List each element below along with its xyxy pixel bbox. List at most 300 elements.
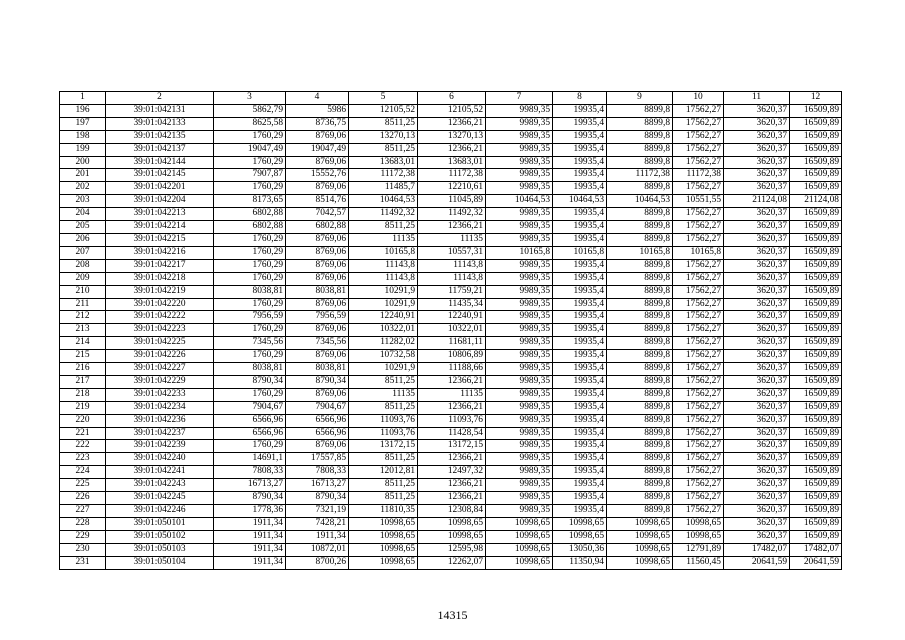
table-cell: 19935,4 — [553, 363, 607, 376]
table-cell: 12366,21 — [418, 221, 486, 234]
table-row — [60, 388, 842, 401]
table-cell: 3620,37 — [724, 466, 790, 479]
table-cell: 1760,29 — [214, 233, 286, 246]
table-cell: 12366,21 — [418, 375, 486, 388]
column-header: 12 — [790, 92, 842, 105]
table-cell: 8790,34 — [286, 375, 349, 388]
table-cell: 39:01:042229 — [106, 375, 214, 388]
table-cell: 16509,89 — [790, 182, 842, 195]
table-cell: 9989,35 — [486, 479, 553, 492]
table-cell: 215 — [60, 350, 106, 363]
table-cell: 203 — [60, 195, 106, 208]
table-cell: 11492,32 — [418, 208, 486, 221]
table-cell: 8899,8 — [607, 479, 673, 492]
table-cell: 10998,65 — [349, 517, 418, 530]
table-cell: 7345,56 — [286, 337, 349, 350]
table-cell: 15552,76 — [286, 169, 349, 182]
table-cell: 9989,35 — [486, 453, 553, 466]
table-cell: 16509,89 — [790, 208, 842, 221]
table-cell: 8899,8 — [607, 285, 673, 298]
table-row — [60, 195, 842, 208]
table-cell: 10998,65 — [673, 530, 724, 543]
table-cell: 10732,58 — [349, 350, 418, 363]
table-cell: 8514,76 — [286, 195, 349, 208]
table-cell: 10998,65 — [486, 556, 553, 569]
table-cell: 17557,85 — [286, 453, 349, 466]
table-cell: 39:01:042234 — [106, 401, 214, 414]
table-cell: 10291,9 — [349, 285, 418, 298]
table-cell: 19935,4 — [553, 117, 607, 130]
table-cell: 17562,27 — [673, 311, 724, 324]
table-cell: 9989,35 — [486, 427, 553, 440]
table-cell: 12791,89 — [673, 543, 724, 556]
table-cell: 11485,7 — [349, 182, 418, 195]
table-cell: 19935,4 — [553, 453, 607, 466]
table-cell: 8511,25 — [349, 453, 418, 466]
table-cell: 9989,35 — [486, 375, 553, 388]
table-row — [60, 182, 842, 195]
table-cell: 16509,89 — [790, 285, 842, 298]
table-cell: 16509,89 — [790, 492, 842, 505]
table-cell: 39:01:042204 — [106, 195, 214, 208]
table-cell: 211 — [60, 298, 106, 311]
table-cell: 19935,4 — [553, 492, 607, 505]
table-cell: 7808,33 — [214, 466, 286, 479]
table-cell: 197 — [60, 117, 106, 130]
table-row — [60, 169, 842, 182]
table-cell: 12240,91 — [349, 311, 418, 324]
table-cell: 224 — [60, 466, 106, 479]
table-cell: 11282,02 — [349, 337, 418, 350]
table-cell: 11172,38 — [349, 169, 418, 182]
table-cell: 8511,25 — [349, 401, 418, 414]
table-cell: 3620,37 — [724, 298, 790, 311]
table-cell: 206 — [60, 233, 106, 246]
table-cell: 39:01:042137 — [106, 143, 214, 156]
table-cell: 19935,4 — [553, 388, 607, 401]
table-cell: 19935,4 — [553, 208, 607, 221]
table-cell: 12105,52 — [418, 104, 486, 117]
table-cell: 39:01:042215 — [106, 233, 214, 246]
table-cell: 6802,88 — [214, 208, 286, 221]
table-cell: 17562,27 — [673, 440, 724, 453]
table-cell: 16713,27 — [214, 479, 286, 492]
table-cell: 222 — [60, 440, 106, 453]
table-cell: 7907,87 — [214, 169, 286, 182]
table-cell: 8899,8 — [607, 324, 673, 337]
table-cell: 8769,06 — [286, 156, 349, 169]
table-cell: 17562,27 — [673, 414, 724, 427]
table-cell: 8769,06 — [286, 182, 349, 195]
table-cell: 8899,8 — [607, 311, 673, 324]
table-cell: 10464,53 — [553, 195, 607, 208]
table-row — [60, 414, 842, 427]
table-cell: 10998,65 — [553, 517, 607, 530]
table-cell: 9989,35 — [486, 285, 553, 298]
table-cell: 3620,37 — [724, 427, 790, 440]
table-cell: 8769,06 — [286, 350, 349, 363]
column-header: 11 — [724, 92, 790, 105]
table-cell: 10998,65 — [607, 530, 673, 543]
table-cell: 3620,37 — [724, 350, 790, 363]
table-cell: 39:01:042237 — [106, 427, 214, 440]
table-cell: 11135 — [418, 233, 486, 246]
table-cell: 16509,89 — [790, 427, 842, 440]
table-cell: 17562,27 — [673, 363, 724, 376]
table-cell: 9989,35 — [486, 208, 553, 221]
table-cell: 8790,34 — [214, 375, 286, 388]
table-cell: 17562,27 — [673, 401, 724, 414]
page-number: 14315 — [437, 608, 468, 622]
table-cell: 207 — [60, 246, 106, 259]
table-cell: 11492,32 — [349, 208, 418, 221]
table-cell: 1760,29 — [214, 298, 286, 311]
table-cell: 17562,27 — [673, 233, 724, 246]
table-cell: 16509,89 — [790, 505, 842, 518]
table-cell: 8899,8 — [607, 427, 673, 440]
table-cell: 202 — [60, 182, 106, 195]
table-cell: 14691,1 — [214, 453, 286, 466]
table-cell: 39:01:042241 — [106, 466, 214, 479]
table-cell: 16509,89 — [790, 414, 842, 427]
table-cell: 10322,01 — [418, 324, 486, 337]
table-cell: 19935,4 — [553, 401, 607, 414]
table-cell: 8899,8 — [607, 375, 673, 388]
table-cell: 3620,37 — [724, 156, 790, 169]
table-cell: 39:01:042213 — [106, 208, 214, 221]
table-cell: 209 — [60, 272, 106, 285]
table-cell: 8899,8 — [607, 259, 673, 272]
table-cell: 9989,35 — [486, 363, 553, 376]
table-cell: 3620,37 — [724, 143, 790, 156]
table-cell: 11560,45 — [673, 556, 724, 569]
table-cell: 8769,06 — [286, 233, 349, 246]
table-cell: 3620,37 — [724, 272, 790, 285]
table-cell: 39:01:050103 — [106, 543, 214, 556]
table-cell: 7345,56 — [214, 337, 286, 350]
table-cell: 9989,35 — [486, 401, 553, 414]
table-cell: 39:01:042236 — [106, 414, 214, 427]
table-cell: 17482,07 — [790, 543, 842, 556]
table-cell: 16509,89 — [790, 169, 842, 182]
table-cell: 21124,08 — [724, 195, 790, 208]
table-cell: 8511,25 — [349, 117, 418, 130]
table-cell: 17562,27 — [673, 427, 724, 440]
table-cell: 6566,96 — [214, 427, 286, 440]
table-cell: 17562,27 — [673, 505, 724, 518]
table-cell: 17562,27 — [673, 143, 724, 156]
table-cell: 8899,8 — [607, 453, 673, 466]
table-cell: 19935,4 — [553, 104, 607, 117]
table-cell: 1911,34 — [214, 517, 286, 530]
table-cell: 205 — [60, 221, 106, 234]
table-cell: 8899,8 — [607, 130, 673, 143]
table-cell: 39:01:042223 — [106, 324, 214, 337]
table-cell: 19935,4 — [553, 337, 607, 350]
table-row — [60, 466, 842, 479]
table-cell: 39:01:042214 — [106, 221, 214, 234]
table-cell: 10165,8 — [349, 246, 418, 259]
table-cell: 17562,27 — [673, 298, 724, 311]
table-cell: 19935,4 — [553, 440, 607, 453]
table-cell: 17562,27 — [673, 466, 724, 479]
table-cell: 9989,35 — [486, 388, 553, 401]
table-cell: 19935,4 — [553, 375, 607, 388]
table-cell: 17562,27 — [673, 350, 724, 363]
table-cell: 17562,27 — [673, 479, 724, 492]
table-cell: 39:01:042133 — [106, 117, 214, 130]
table-cell: 12240,91 — [418, 311, 486, 324]
table-cell: 225 — [60, 479, 106, 492]
table-cell: 10998,65 — [349, 530, 418, 543]
table-cell: 8511,25 — [349, 479, 418, 492]
table-row — [60, 130, 842, 143]
table-cell: 19935,4 — [553, 466, 607, 479]
table-cell: 9989,35 — [486, 337, 553, 350]
table-cell: 11350,94 — [553, 556, 607, 569]
table-cell: 19935,4 — [553, 221, 607, 234]
table-cell: 8511,25 — [349, 375, 418, 388]
table-cell: 12595,98 — [418, 543, 486, 556]
table-cell: 16509,89 — [790, 117, 842, 130]
table-cell: 16509,89 — [790, 350, 842, 363]
table-cell: 10165,8 — [607, 246, 673, 259]
table-cell: 218 — [60, 388, 106, 401]
table-cell: 39:01:042226 — [106, 350, 214, 363]
table-cell: 3620,37 — [724, 104, 790, 117]
table-cell: 3620,37 — [724, 517, 790, 530]
table-cell: 16509,89 — [790, 156, 842, 169]
table-cell: 19935,4 — [553, 285, 607, 298]
table-cell: 5862,79 — [214, 104, 286, 117]
table-cell: 10998,65 — [607, 543, 673, 556]
table-cell: 10165,8 — [673, 246, 724, 259]
table-cell: 13172,15 — [349, 440, 418, 453]
table-cell: 3620,37 — [724, 117, 790, 130]
column-header: 4 — [286, 92, 349, 105]
table-cell: 6802,88 — [214, 221, 286, 234]
table-cell: 8899,8 — [607, 414, 673, 427]
table-cell: 9989,35 — [486, 104, 553, 117]
table-cell: 12366,21 — [418, 117, 486, 130]
table-cell: 11143,8 — [418, 272, 486, 285]
table-row — [60, 337, 842, 350]
table-cell: 3620,37 — [724, 221, 790, 234]
table-cell: 9989,35 — [486, 233, 553, 246]
table-row — [60, 401, 842, 414]
table-cell: 16509,89 — [790, 104, 842, 117]
table-cell: 229 — [60, 530, 106, 543]
table-cell: 13683,01 — [349, 156, 418, 169]
table-cell: 6566,96 — [214, 414, 286, 427]
table-cell: 1911,34 — [214, 556, 286, 569]
table-cell: 213 — [60, 324, 106, 337]
table-cell: 19047,49 — [286, 143, 349, 156]
table-cell: 11093,76 — [349, 427, 418, 440]
table-cell: 8899,8 — [607, 156, 673, 169]
table-cell: 216 — [60, 363, 106, 376]
table-cell: 10998,65 — [607, 517, 673, 530]
table-cell: 3620,37 — [724, 375, 790, 388]
table-cell: 8769,06 — [286, 440, 349, 453]
table-cell: 7956,59 — [286, 311, 349, 324]
table-cell: 16509,89 — [790, 259, 842, 272]
table-cell: 10998,65 — [418, 517, 486, 530]
table-cell: 16509,89 — [790, 246, 842, 259]
table-cell: 10872,01 — [286, 543, 349, 556]
table-cell: 11172,38 — [673, 169, 724, 182]
table-cell: 9989,35 — [486, 182, 553, 195]
table-cell: 19935,4 — [553, 156, 607, 169]
table-cell: 39:01:042222 — [106, 311, 214, 324]
table-cell: 1911,34 — [286, 530, 349, 543]
table-cell: 1911,34 — [214, 530, 286, 543]
table-cell: 227 — [60, 505, 106, 518]
table-cell: 3620,37 — [724, 208, 790, 221]
table-cell: 11135 — [418, 388, 486, 401]
table-cell: 16509,89 — [790, 375, 842, 388]
table-cell: 19935,4 — [553, 272, 607, 285]
table-cell: 12308,84 — [418, 505, 486, 518]
table-cell: 16509,89 — [790, 233, 842, 246]
table-cell: 10998,65 — [553, 530, 607, 543]
table-cell: 9989,35 — [486, 169, 553, 182]
table-cell: 10322,01 — [349, 324, 418, 337]
table-cell: 8769,06 — [286, 246, 349, 259]
table-cell: 16509,89 — [790, 311, 842, 324]
table-cell: 3620,37 — [724, 246, 790, 259]
table-cell: 6566,96 — [286, 414, 349, 427]
table-cell: 16509,89 — [790, 530, 842, 543]
table-cell: 3620,37 — [724, 388, 790, 401]
table-cell: 8038,81 — [286, 285, 349, 298]
table-row — [60, 285, 842, 298]
table-row — [60, 298, 842, 311]
table-cell: 8899,8 — [607, 104, 673, 117]
table-cell: 10998,65 — [486, 543, 553, 556]
table-cell: 17562,27 — [673, 285, 724, 298]
table-cell: 7042,57 — [286, 208, 349, 221]
column-header: 2 — [106, 92, 214, 105]
table-row — [60, 272, 842, 285]
table-cell: 17562,27 — [673, 221, 724, 234]
table-cell: 39:01:050101 — [106, 517, 214, 530]
table-cell: 11759,21 — [418, 285, 486, 298]
table-cell: 12366,21 — [418, 453, 486, 466]
table-cell: 17482,07 — [724, 543, 790, 556]
table-cell: 12012,81 — [349, 466, 418, 479]
table-cell: 7904,67 — [214, 401, 286, 414]
table-cell: 19935,4 — [553, 414, 607, 427]
table-cell: 9989,35 — [486, 414, 553, 427]
table-cell: 12105,52 — [349, 104, 418, 117]
table-cell: 21124,08 — [790, 195, 842, 208]
table-cell: 8769,06 — [286, 324, 349, 337]
table-cell: 17562,27 — [673, 324, 724, 337]
table-cell: 16509,89 — [790, 130, 842, 143]
table-cell: 10464,53 — [486, 195, 553, 208]
table-cell: 8511,25 — [349, 221, 418, 234]
table-cell: 3620,37 — [724, 505, 790, 518]
table-cell: 19935,4 — [553, 427, 607, 440]
table-cell: 39:01:042246 — [106, 505, 214, 518]
table-cell: 39:01:042145 — [106, 169, 214, 182]
table-cell: 228 — [60, 517, 106, 530]
table-cell: 1760,29 — [214, 156, 286, 169]
table-cell: 39:01:042239 — [106, 440, 214, 453]
table-cell: 9989,35 — [486, 492, 553, 505]
column-header: 8 — [553, 92, 607, 105]
column-header: 7 — [486, 92, 553, 105]
table-cell: 223 — [60, 453, 106, 466]
table-cell: 10291,9 — [349, 363, 418, 376]
table-cell: 19935,4 — [553, 233, 607, 246]
table-cell: 9989,35 — [486, 324, 553, 337]
table-cell: 39:01:042233 — [106, 388, 214, 401]
table-cell: 3620,37 — [724, 285, 790, 298]
table-cell: 12366,21 — [418, 401, 486, 414]
table-cell: 19935,4 — [553, 311, 607, 324]
table-cell: 16509,89 — [790, 388, 842, 401]
table-cell: 3620,37 — [724, 492, 790, 505]
table-cell: 16509,89 — [790, 401, 842, 414]
table-cell: 17562,27 — [673, 104, 724, 117]
table-cell: 217 — [60, 375, 106, 388]
table-cell: 208 — [60, 259, 106, 272]
table-cell: 7904,67 — [286, 401, 349, 414]
table-cell: 12210,61 — [418, 182, 486, 195]
table-cell: 5986 — [286, 104, 349, 117]
table-row — [60, 492, 842, 505]
table-row — [60, 246, 842, 259]
table-row — [60, 104, 842, 117]
table-cell: 8899,8 — [607, 401, 673, 414]
table-cell: 13270,13 — [349, 130, 418, 143]
column-header: 1 — [60, 92, 106, 105]
table-cell: 1760,29 — [214, 259, 286, 272]
table-cell: 10165,8 — [486, 246, 553, 259]
table-cell: 10998,65 — [607, 556, 673, 569]
table-cell: 11045,89 — [418, 195, 486, 208]
table-cell: 17562,27 — [673, 208, 724, 221]
table-cell: 39:01:042225 — [106, 337, 214, 350]
table-cell: 8899,8 — [607, 492, 673, 505]
table-cell: 8899,8 — [607, 363, 673, 376]
table-cell: 8899,8 — [607, 208, 673, 221]
table-cell: 8511,25 — [349, 492, 418, 505]
table-cell: 10551,55 — [673, 195, 724, 208]
table-cell: 17562,27 — [673, 117, 724, 130]
table-cell: 199 — [60, 143, 106, 156]
table-cell: 9989,35 — [486, 221, 553, 234]
table-cell: 8769,06 — [286, 272, 349, 285]
table-cell: 12366,21 — [418, 143, 486, 156]
table-row — [60, 427, 842, 440]
table-row — [60, 479, 842, 492]
table-row — [60, 556, 842, 569]
table-cell: 17562,27 — [673, 130, 724, 143]
table-cell: 8038,81 — [214, 363, 286, 376]
table-cell: 19935,4 — [553, 505, 607, 518]
table-cell: 204 — [60, 208, 106, 221]
table-cell: 39:01:042219 — [106, 285, 214, 298]
table-cell: 9989,35 — [486, 156, 553, 169]
table-cell: 230 — [60, 543, 106, 556]
table-cell: 3620,37 — [724, 453, 790, 466]
table-cell: 1760,29 — [214, 130, 286, 143]
table-row — [60, 530, 842, 543]
table-cell: 20641,59 — [790, 556, 842, 569]
